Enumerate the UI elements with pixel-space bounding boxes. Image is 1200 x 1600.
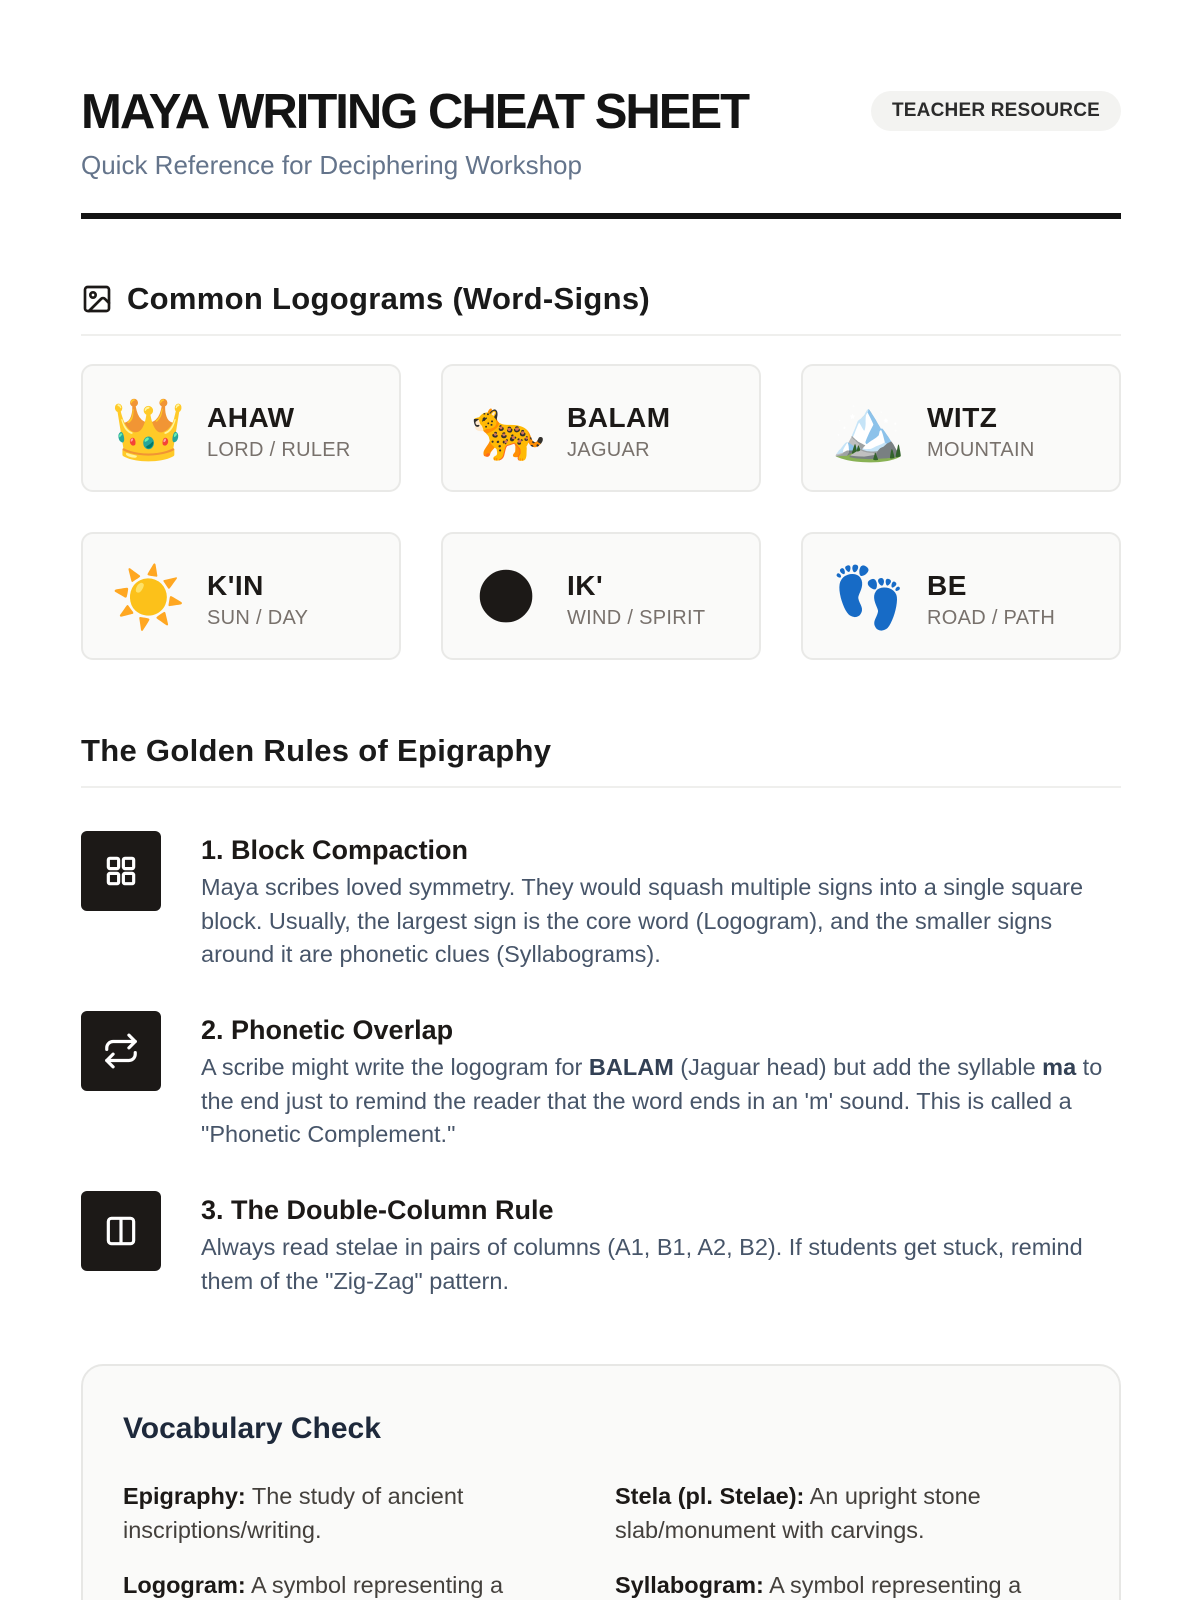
rule-title: 2. Phonetic Overlap <box>201 1015 454 1045</box>
logogram-word: IK' <box>567 570 604 601</box>
sun-icon: ☀️ <box>111 564 186 631</box>
vocab-definition: An upright stone slab/monument with carvings. <box>615 1483 981 1543</box>
logogram-meaning: SUN / DAY <box>207 607 309 629</box>
page-title: MAYA WRITING CHEAT SHEET <box>81 85 749 139</box>
mountain-icon: 🏔️ <box>831 396 906 463</box>
vocab-item <box>123 1569 543 1600</box>
teacher-resource-badge: TEACHER RESOURCE <box>871 91 1121 131</box>
rules-heading: The Golden Rules of Epigraphy <box>81 733 552 768</box>
rule-text: Maya scribes loved symmetry. They would squash multiple signs into a single square block. Usually, the largest sign is the core word (Logogram), and the smaller signs around it are phonetic clues (Syllabograms). <box>201 874 1084 967</box>
grid-icon <box>81 831 161 911</box>
logogram-meaning: LORD / RULER <box>207 439 351 461</box>
rule-term-ma: ma <box>1042 1054 1077 1080</box>
vocab-item <box>123 1480 543 1547</box>
vocab-item <box>615 1480 1035 1547</box>
vocab-definition: A symbol representing a <box>763 1572 1022 1598</box>
rules-section-heading <box>81 728 1121 788</box>
rule-text: Always read stelae in pairs of columns (A1, B1, A2, B2). If students get stuck, remind them of the "Zig-Zag" pattern. <box>201 1234 1083 1294</box>
rule-text-part: A scribe might write the logogram for <box>201 1054 589 1080</box>
columns-icon <box>81 1191 161 1271</box>
header-divider <box>81 213 1121 219</box>
logogram-word: AHAW <box>207 402 295 433</box>
logogram-card-be <box>801 532 1121 660</box>
vocab-term: Logogram: <box>123 1572 246 1598</box>
logogram-card-kin <box>81 532 401 660</box>
logogram-word: K'IN <box>207 570 264 601</box>
rule-term-balam: BALAM <box>588 1054 674 1080</box>
rule-title: 1. Block Compaction <box>201 835 469 865</box>
logogram-word: BE <box>927 570 967 601</box>
logogram-meaning: WIND / SPIRIT <box>567 607 706 629</box>
logogram-card-ahaw <box>81 364 401 492</box>
vocab-term: Epigraphy: <box>123 1483 246 1509</box>
cheat-sheet-page <box>81 0 1121 1598</box>
vocab-definition: The study of ancient inscriptions/writing. <box>123 1483 464 1543</box>
vocab-definition: A symbol representing a <box>245 1572 504 1598</box>
rule-text-part: to the end just to remind the reader that the word ends in an 'm' sound. This is called a "Phonetic Complement." <box>201 1054 1103 1147</box>
logogram-meaning: JAGUAR <box>567 439 650 461</box>
vocabulary-box <box>81 1364 1121 1600</box>
vocab-item <box>615 1569 1035 1600</box>
vocab-term: Stela (pl. Stelae): <box>615 1483 805 1509</box>
logogram-meaning: MOUNTAIN <box>927 439 1035 461</box>
logograms-section-heading <box>81 276 1121 336</box>
new-moon-icon: 🌑 <box>474 564 538 631</box>
logograms-heading: Common Logograms (Word-Signs) <box>127 281 651 316</box>
header <box>81 0 1121 220</box>
page-subtitle: Quick Reference for Deciphering Workshop <box>81 150 582 180</box>
leopard-icon: 🐆 <box>471 396 546 463</box>
logogram-card-balam <box>441 364 761 492</box>
rule-text-part: (Jaguar head) but add the syllable <box>673 1054 1043 1080</box>
footprints-icon: 👣 <box>831 564 906 631</box>
logogram-word: BALAM <box>567 402 671 433</box>
rule-title: 3. The Double-Column Rule <box>201 1195 554 1225</box>
crown-icon: 👑 <box>111 396 186 463</box>
image-icon <box>81 283 113 315</box>
vocab-term: Syllabogram: <box>615 1572 764 1598</box>
vocabulary-heading: Vocabulary Check <box>123 1412 381 1445</box>
logogram-card-ik <box>441 532 761 660</box>
logogram-meaning: ROAD / PATH <box>927 607 1056 629</box>
repeat-icon <box>81 1011 161 1091</box>
logogram-card-witz <box>801 364 1121 492</box>
rule-text <box>201 1051 1121 1152</box>
logogram-word: WITZ <box>927 402 998 433</box>
